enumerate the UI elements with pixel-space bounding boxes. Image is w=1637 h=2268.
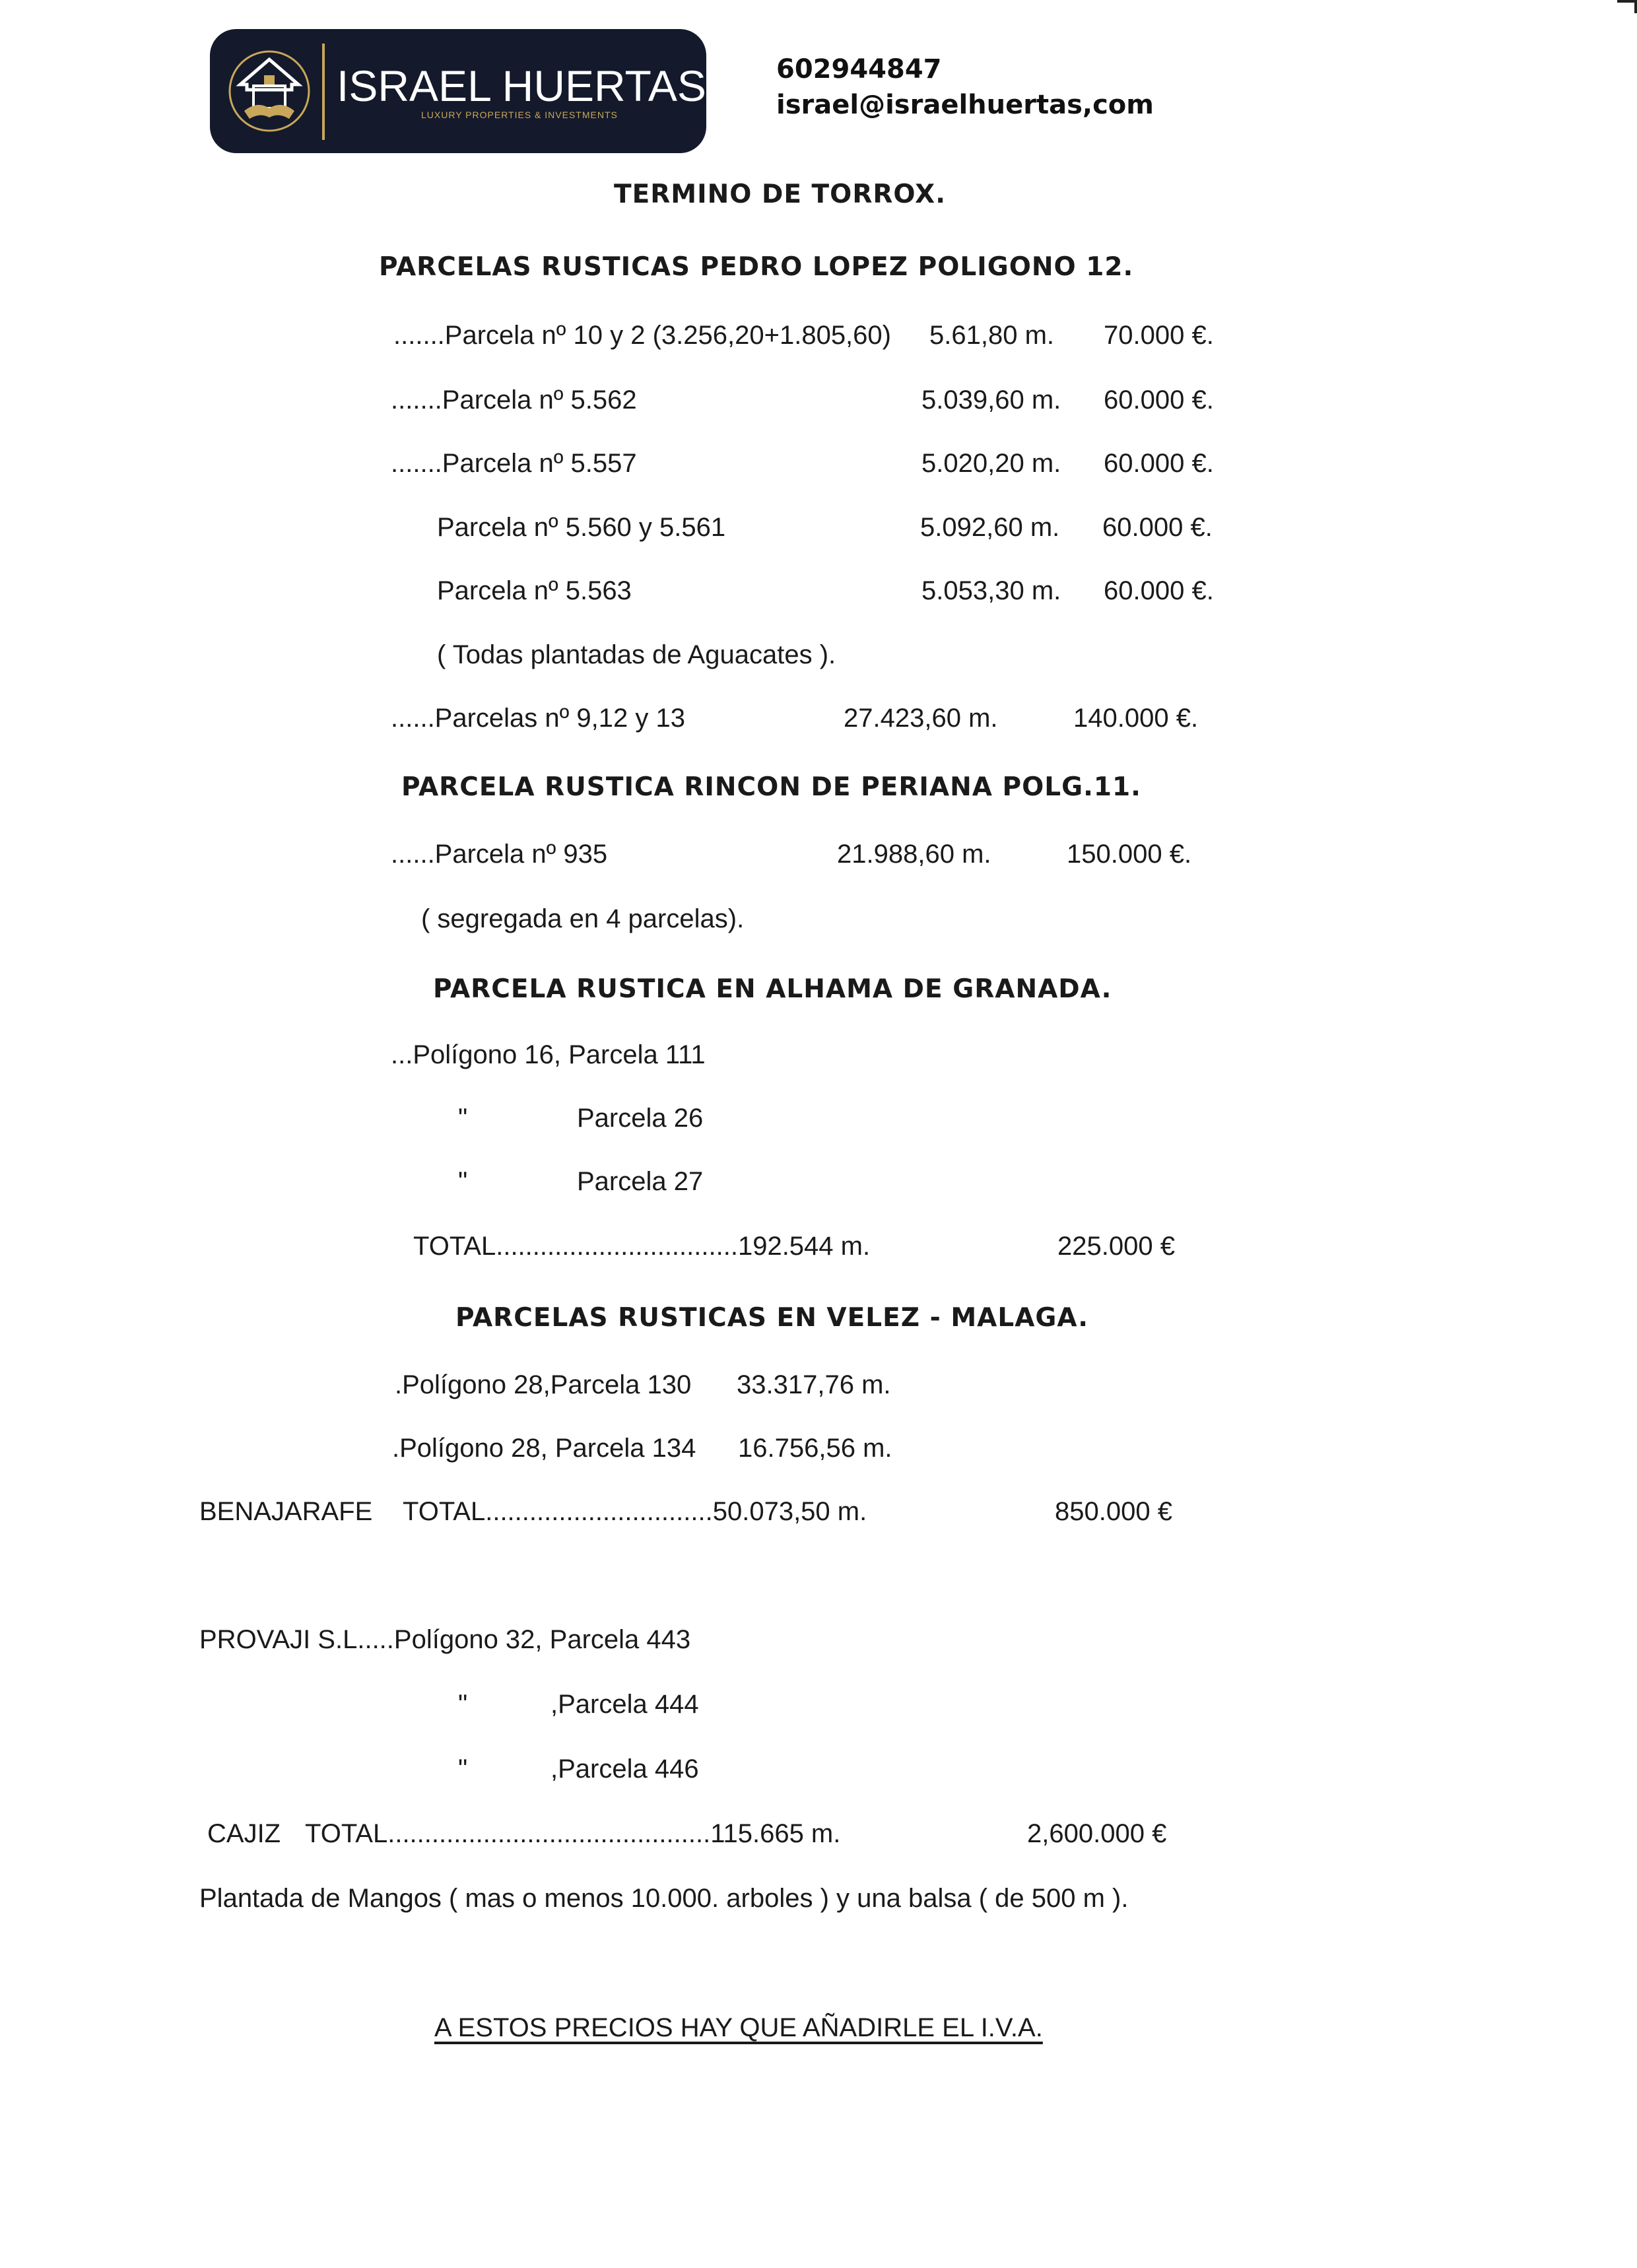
section-note-segregada: ( segregada en 4 parcelas). (421, 904, 745, 933)
ditto-mark: " (458, 1104, 468, 1133)
section-title-pedro-lopez: PARCELAS RUSTICAS PEDRO LOPEZ POLIGONO 12. (379, 252, 1134, 282)
section-note-aguacates: ( Todas plantadas de Aguacates ). (437, 640, 836, 669)
iva-notice: A ESTOS PRECIOS HAY QUE AÑADIRLE EL I.V.A. (434, 2013, 1043, 2042)
parcel-desc: .......Parcela nº 5.557 (391, 449, 637, 478)
contact-phone: 602944847 (776, 54, 942, 84)
logo-name: ISRAEL HUERTAS (337, 61, 706, 110)
parcel-area: 16.756,56 m. (738, 1434, 892, 1463)
total-place: BENAJARAFE (199, 1497, 373, 1526)
total-line: TOTAL............................................115.665 m. (305, 1819, 841, 1848)
ditto-mark: " (458, 1167, 468, 1196)
total-line: TOTAL...............................50.073,50 m. (403, 1497, 867, 1526)
parcel-price: 60.000 €. (1104, 385, 1214, 415)
parcel-desc: .......Parcela nº 5.562 (391, 385, 637, 415)
parcel-line: Parcela 27 (577, 1167, 704, 1196)
parcel-area: 5.092,60 m. (920, 513, 1060, 542)
logo-tagline: LUXURY PROPERTIES & INVESTMENTS (421, 110, 618, 120)
parcel-area: 5.053,30 m. (921, 576, 1061, 605)
total-place: CAJIZ (207, 1819, 281, 1848)
total-line: TOTAL.................................192.544 m. (413, 1232, 871, 1261)
parcel-price: 70.000 €. (1104, 321, 1214, 350)
parcel-price: 150.000 €. (1067, 840, 1192, 869)
parcel-line: PROVAJI S.L.....Polígono 32, Parcela 443 (199, 1625, 691, 1654)
parcel-desc: .......Parcela nº 10 y 2 (3.256,20+1.805,60) (393, 321, 891, 350)
parcel-desc: Parcela nº 5.560 y 5.561 (437, 513, 726, 542)
section-title-alhama: PARCELA RUSTICA EN ALHAMA DE GRANADA. (433, 974, 1112, 1004)
parcel-price: 60.000 €. (1104, 576, 1214, 605)
parcel-price: 60.000 €. (1104, 449, 1214, 478)
parcel-price: 60.000 €. (1102, 513, 1213, 542)
section-note-mangos: Plantada de Mangos ( mas o menos 10.000. arboles ) y una balsa ( de 500 m ). (199, 1884, 1129, 1913)
parcel-desc: .Polígono 28,Parcela 130 (395, 1370, 692, 1399)
company-logo (210, 29, 706, 153)
total-price: 2,600.000 € (1027, 1819, 1167, 1848)
total-price: 225.000 € (1057, 1232, 1175, 1261)
section-title-velez-malaga: PARCELAS RUSTICAS EN VELEZ - MALAGA. (455, 1303, 1089, 1333)
parcel-desc: Parcela nº 5.563 (437, 576, 632, 605)
parcel-desc: ......Parcela nº 935 (391, 840, 608, 869)
house-handshake-icon (226, 48, 313, 135)
parcel-line: ...Polígono 16, Parcela 111 (391, 1040, 706, 1069)
logo-divider (322, 44, 325, 140)
ditto-mark: " (458, 1754, 468, 1784)
parcel-desc: ......Parcelas nº 9,12 y 13 (391, 704, 685, 733)
parcel-area: 27.423,60 m. (844, 704, 998, 733)
parcel-line: ,Parcela 444 (551, 1690, 699, 1719)
parcel-area: 21.988,60 m. (837, 840, 991, 869)
ditto-mark: " (458, 1690, 468, 1719)
scan-edge-mark (1634, 0, 1637, 13)
parcel-area: 5.020,20 m. (921, 449, 1061, 478)
parcel-area: 33.317,76 m. (737, 1370, 891, 1399)
parcel-line: ,Parcela 446 (551, 1754, 699, 1784)
section-title-rincon-periana: PARCELA RUSTICA RINCON DE PERIANA POLG.11. (401, 772, 1141, 802)
parcel-price: 140.000 €. (1073, 704, 1199, 733)
contact-email: israel@israelhuertas,com (776, 90, 1154, 120)
total-price: 850.000 € (1055, 1497, 1172, 1526)
section-title-torrox: TERMINO DE TORROX. (614, 180, 947, 209)
parcel-area: 5.61,80 m. (929, 321, 1055, 350)
parcel-area: 5.039,60 m. (921, 385, 1061, 415)
parcel-desc: .Polígono 28, Parcela 134 (392, 1434, 696, 1463)
parcel-line: Parcela 26 (577, 1104, 704, 1133)
